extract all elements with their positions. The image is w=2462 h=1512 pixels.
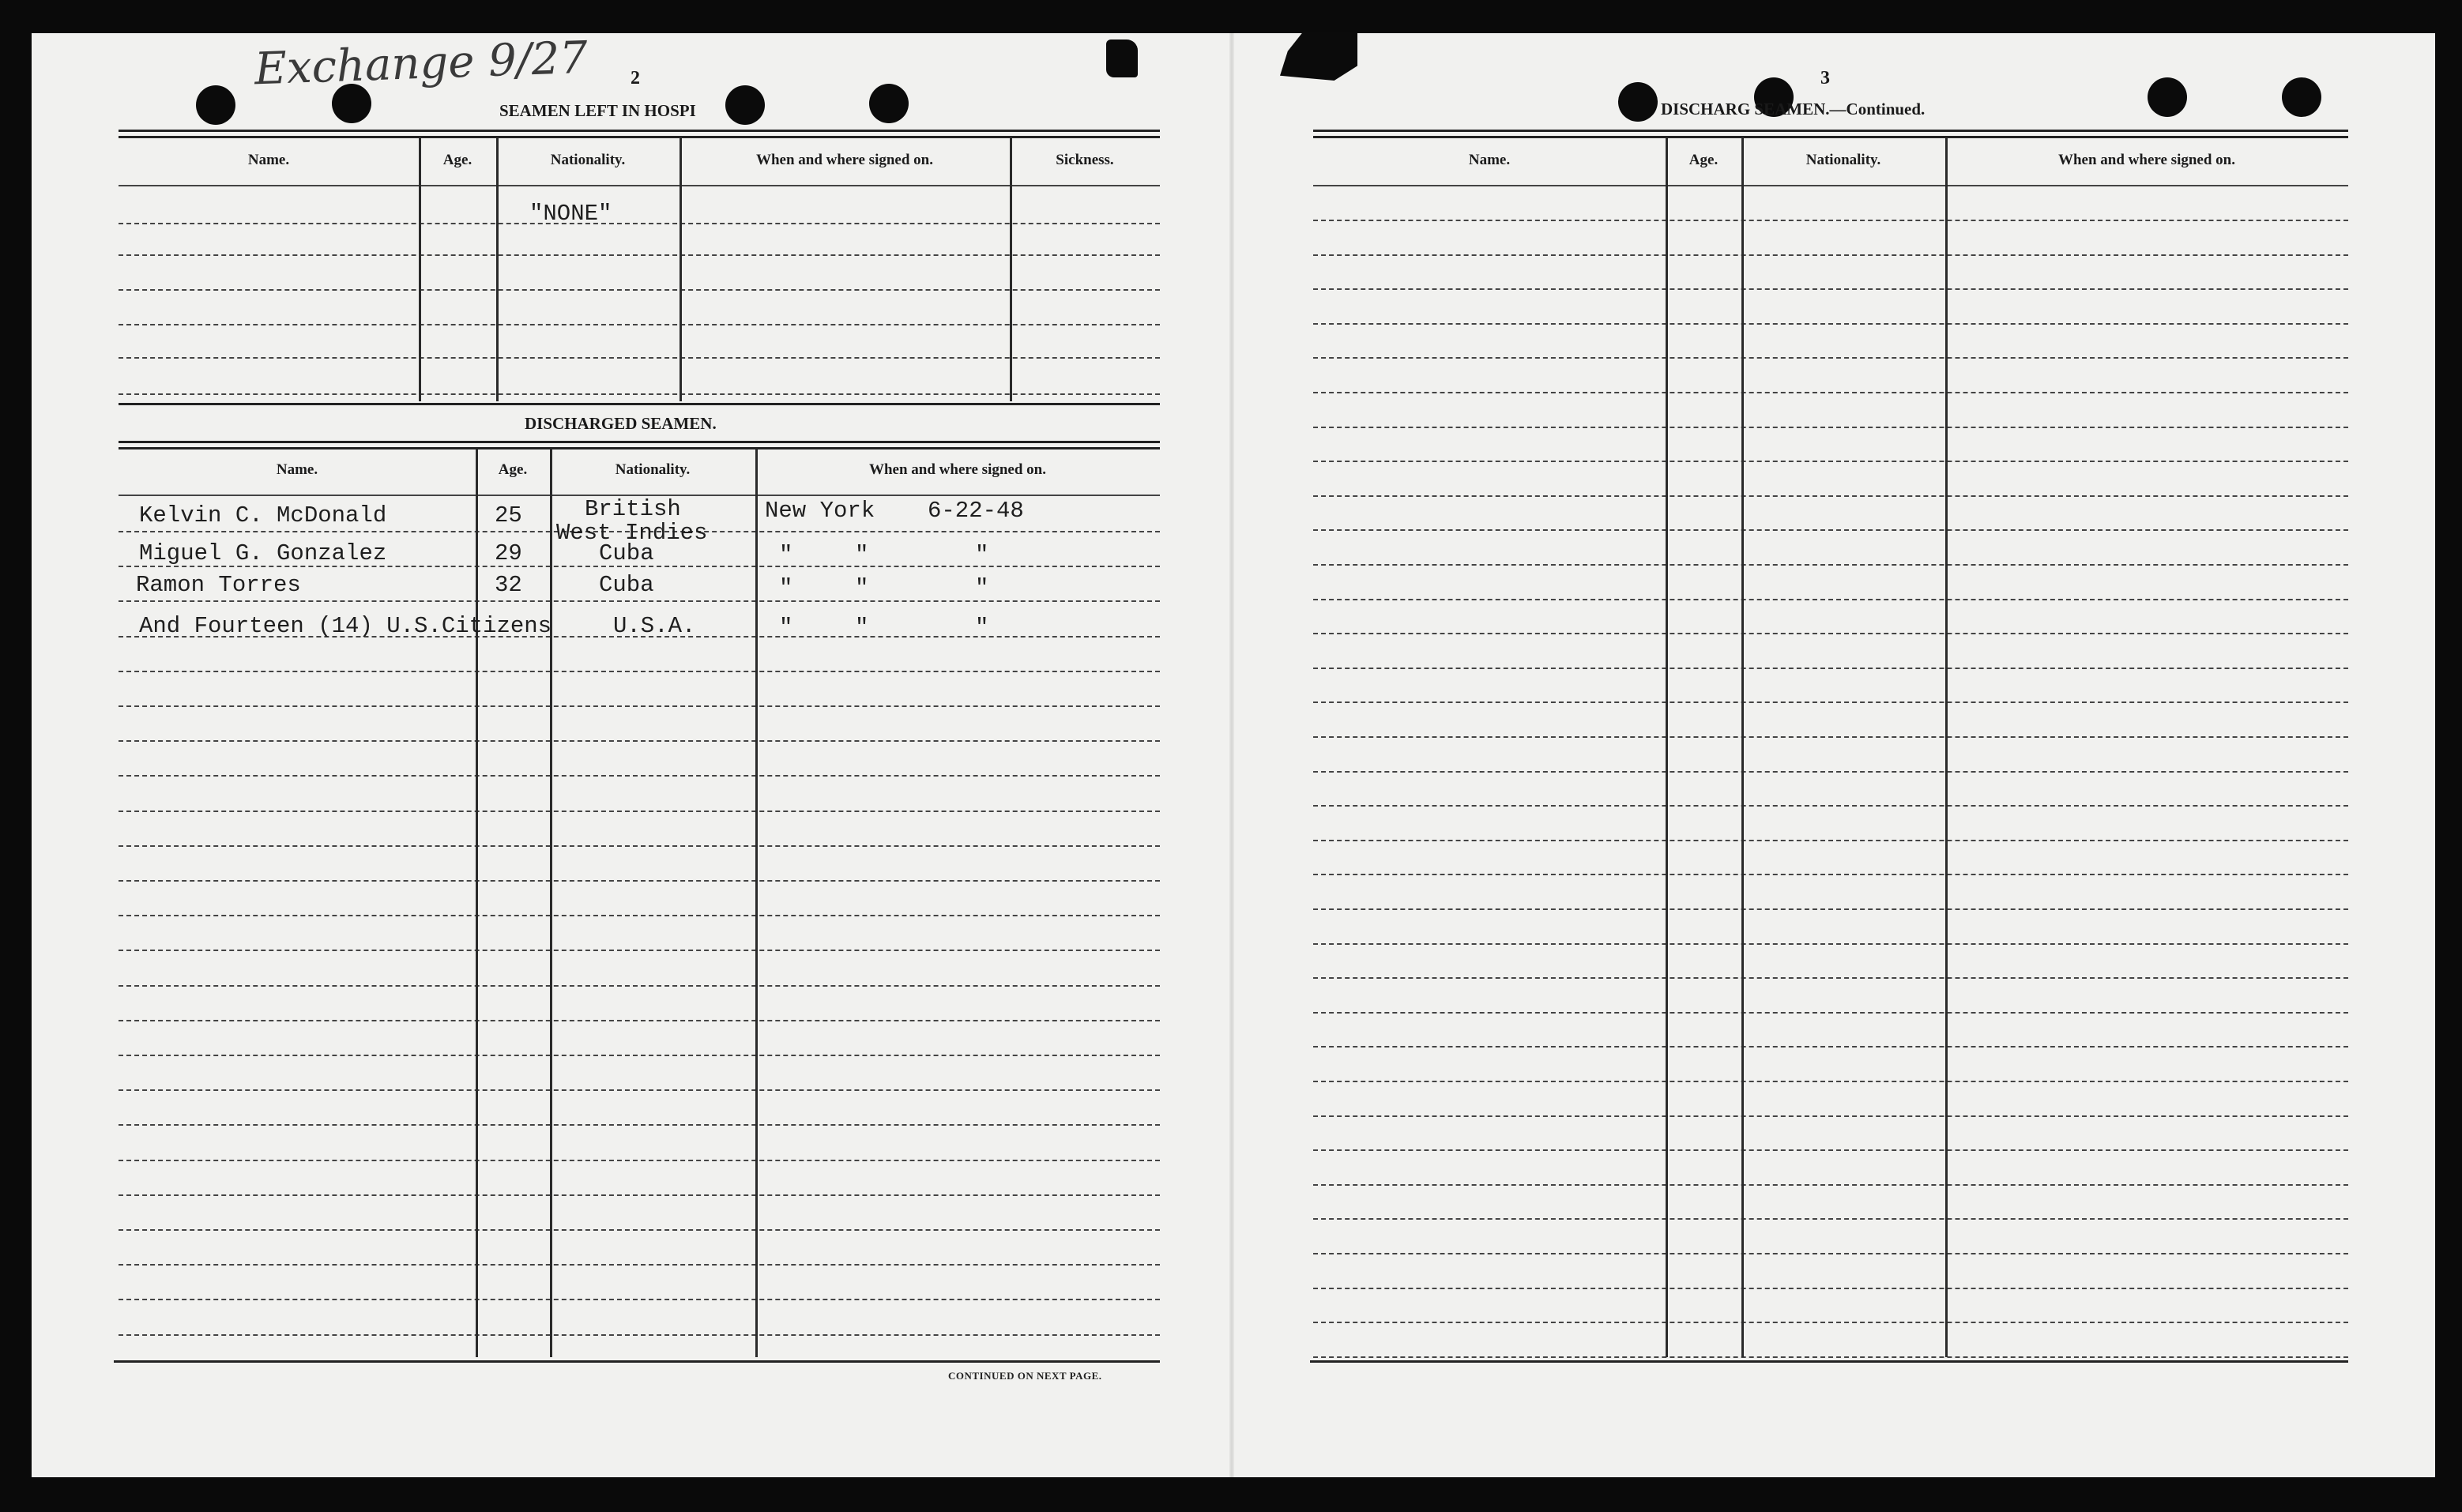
signed-on-place: " xyxy=(855,542,869,568)
signed-on-place: " xyxy=(855,615,869,641)
ruled-line xyxy=(1313,1149,2348,1151)
ruled-line xyxy=(1313,1184,2348,1186)
signed-on-date: 6-22-48 xyxy=(928,498,1024,524)
ruled-line xyxy=(1313,427,2348,428)
ruled-line xyxy=(119,1299,1160,1300)
column-header-name: Name. xyxy=(276,461,318,478)
ruled-line xyxy=(119,811,1160,812)
ruled-line xyxy=(1313,1218,2348,1220)
column-header-age: Age. xyxy=(1688,152,1719,168)
ruled-line xyxy=(119,1264,1160,1266)
ruled-line xyxy=(1313,701,2348,703)
ruled-line xyxy=(119,845,1160,847)
ruled-line xyxy=(1313,1322,2348,1323)
column-header-age: Age. xyxy=(442,152,472,168)
seaman-name: Kelvin C. McDonald xyxy=(139,502,387,528)
ruled-line xyxy=(1313,1081,2348,1082)
ruled-line xyxy=(1313,1356,2348,1358)
seaman-nationality: Cuba xyxy=(599,540,654,566)
seaman-name: And Fourteen (14) U.S.Citizens xyxy=(139,613,552,639)
seaman-name: Miguel G. Gonzalez xyxy=(139,540,387,566)
ruled-line xyxy=(1313,495,2348,497)
page-number: 2 xyxy=(631,68,640,88)
signed-on-place: " xyxy=(779,542,793,568)
ruled-line xyxy=(1313,357,2348,359)
ruled-line xyxy=(1313,1012,2348,1014)
signed-on-date: " xyxy=(975,615,989,641)
column-header-nationality: Nationality. xyxy=(1805,152,1881,168)
ruled-line xyxy=(119,1334,1160,1336)
ruled-line xyxy=(1313,564,2348,566)
ruled-line xyxy=(1313,1288,2348,1289)
column-header-name: Name. xyxy=(1468,152,1511,168)
signed-on-place: " xyxy=(779,575,793,601)
page-number: 3 xyxy=(1820,68,1830,88)
ruled-line xyxy=(1313,323,2348,325)
ruled-line xyxy=(1313,254,2348,256)
signed-on-place: " xyxy=(779,615,793,641)
ruled-line xyxy=(1313,771,2348,773)
ruled-line xyxy=(1313,599,2348,600)
hospital-section-title: SEAMEN LEFT IN HOSPI xyxy=(499,101,696,120)
ruled-line xyxy=(119,705,1160,707)
ruled-line xyxy=(1313,1253,2348,1254)
continued-footer: CONTINUED ON NEXT PAGE. xyxy=(948,1370,1102,1382)
discharged-continued-title: DISCHARG SEAMEN.—Continued. xyxy=(1661,100,1926,118)
seaman-nationality-line2: West Indies xyxy=(556,520,708,546)
ruled-line xyxy=(119,1020,1160,1021)
section-divider xyxy=(119,403,1160,405)
seaman-age: 25 xyxy=(495,502,522,528)
ruled-line xyxy=(119,775,1160,777)
ruled-line xyxy=(1313,736,2348,738)
ruled-line xyxy=(119,915,1160,916)
ruled-line xyxy=(119,1229,1160,1231)
seaman-age: 32 xyxy=(495,572,522,598)
discharged-section-title: DISCHARGED SEAMEN. xyxy=(525,414,717,433)
ruled-line xyxy=(1313,908,2348,910)
left-page xyxy=(0,0,1229,1444)
ruled-line xyxy=(1313,633,2348,634)
ruled-line xyxy=(1313,529,2348,531)
seaman-age: 29 xyxy=(495,540,522,566)
column-header-sickness: Sickness. xyxy=(1056,152,1114,168)
ruled-line xyxy=(1313,943,2348,945)
seaman-nationality: U.S.A. xyxy=(613,613,696,639)
ruled-line xyxy=(119,880,1160,882)
ruled-line xyxy=(119,1194,1160,1196)
column-header-nationality: Nationality. xyxy=(615,461,691,478)
ruled-line xyxy=(1313,288,2348,290)
ruled-line xyxy=(119,950,1160,951)
column-header-age: Age. xyxy=(498,461,528,478)
seaman-name: Ramon Torres xyxy=(136,572,301,598)
ruled-line xyxy=(1313,668,2348,669)
ruled-line xyxy=(1313,874,2348,875)
ruled-line xyxy=(119,1160,1160,1161)
ruled-line xyxy=(1313,840,2348,841)
ruled-line xyxy=(1313,1115,2348,1117)
ruled-line xyxy=(1313,805,2348,807)
ruled-line xyxy=(1313,220,2348,221)
ruled-line xyxy=(119,1124,1160,1126)
column-header-signed-on: When and where signed on. xyxy=(2057,152,2235,168)
signed-on-place: " xyxy=(855,575,869,601)
signed-on-date: " xyxy=(975,575,989,601)
seaman-nationality: Cuba xyxy=(599,572,654,598)
ruled-line xyxy=(119,985,1160,987)
signed-on-date: " xyxy=(975,542,989,568)
ruled-line xyxy=(1313,392,2348,393)
ruled-line xyxy=(119,600,1160,602)
column-header-signed-on: When and where signed on. xyxy=(755,152,933,168)
hospital-entry: "NONE" xyxy=(529,201,612,227)
ruled-line xyxy=(1313,977,2348,979)
handwritten-note: Exchange 9/27 xyxy=(253,32,589,96)
ruled-line xyxy=(119,740,1160,742)
ruled-line xyxy=(119,671,1160,672)
column-header-nationality: Nationality. xyxy=(550,152,626,168)
right-page xyxy=(1234,0,2435,1444)
ruled-line xyxy=(1313,461,2348,462)
ruled-line xyxy=(1313,1046,2348,1047)
ruled-line xyxy=(119,1055,1160,1056)
column-header-signed-on: When and where signed on. xyxy=(868,461,1046,478)
ruled-line xyxy=(119,1089,1160,1091)
signed-on-place: New York xyxy=(765,498,875,524)
seaman-nationality: British xyxy=(585,496,681,522)
column-header-name: Name. xyxy=(247,152,290,168)
